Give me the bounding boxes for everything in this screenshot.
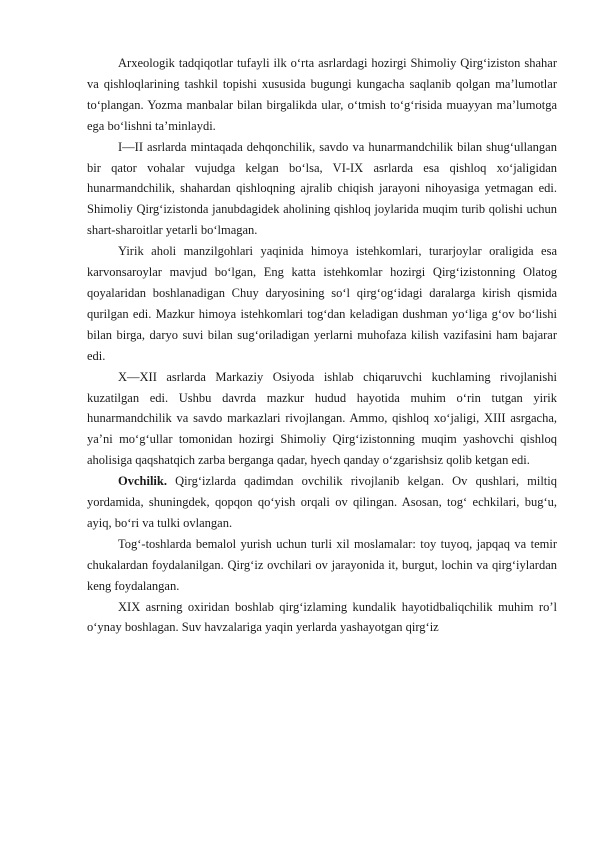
paragraph-archaeology: Arxeologik tadqiqotlar tufayli ilk o‘rta asrlardagi hozirgi Shimoliy Qirg‘iziston shahar va qishloqlarining tashkil topishi xususida bugungi kungacha saqlanib qolgan ma’lumotlar to‘plangan. Yozma manbalar bilan birgalikda ular, o‘tmish to‘g‘risida muayyan ma’lumotga ega bo‘lishni ta’minlaydi.	[87, 56, 557, 133]
paragraph-fortifications: Yirik aholi manzilgohlari yaqinida himoya istehkomlari, turarjoylar oraligida esa karvonsaroylar mavjud bo‘lgan, Eng katta istehkomlar hozirgi Qirg‘izistonning Olatog qoyalaridan boshlanadigan Chuy daryosining so‘l qirg‘og‘idagi daralarga kirish qismida qurilgan edi. Mazkur himoya istehkomlari tog‘dan keladigan dushman yo‘liga g‘ov bo‘lishi bilan birga, daryo suvi bilan sug‘oriladigan yerlarni muhofaza kilish vazifasini ham bajarar edi.	[87, 244, 557, 363]
paragraph-hunting	[87, 471, 557, 534]
paragraph-centuries-1-2: I—II asrlarda mintaqada dehqonchilik, savdo va hunarmandchilik bilan shug‘ullangan bir qator vohalar vujudga kelgan bo‘lsa, VI-IX asrlarda esa qishloq xo‘jaligidan hunarmandchilik, shahardan qishloqning ajralib chiqish jarayoni nihoyasiga yetmagan edi. Shimoliy Qirg‘izistonda janubdagidek aholining qishloq joylarida muqim turib qolishi uchun shart-sharoitlar yetarli bo‘lmagan.	[87, 139, 557, 238]
hunting-text: Qirg‘izlarda qadimdan ovchilik rivojlanib kelgan. Ov qushlari, miltiq yordamida, shuningdek, qopqon qo‘yish orqali ov qilingan. Asosan, tog‘ echkilari, bug‘u, ayiq, bo‘ri va tulki ovlangan.	[87, 474, 557, 530]
paragraph-centuries-10-12: X—XII asrlarda Markaziy Osiyoda ishlab chiqaruvchi kuchlaming rivojlanishi kuzatilgan edi. Ushbu davrda mazkur hudud hayotida muhim o‘rin tutgan yirik hunarmandchilik va savdo markazlari rivojlangan. Ammo, qishloq xo‘jaligi, XIII asrgacha, ya’ni mo‘g‘ullar tomonidan hozirgi Shimoliy Qirg‘izistonning muqim yashovchi qishloq aholisiga qaqshatqich zarba berganga qadar, hyech qanday o‘zgarishsiz qolib ketgan edi.	[87, 369, 557, 468]
paragraph-fishing: XIX asrning oxiridan boshlab qirg‘izlaming kundalik hayotidbaliqchilik muhim ro’l o‘ynay boshlagan. Suv havzalariga yaqin yerlarda yashayotgan qirg‘iz	[87, 599, 557, 635]
document-body	[87, 53, 557, 638]
hunting-heading: Ovchilik.	[118, 474, 167, 489]
paragraph-hunting-tools: Tog‘-toshlarda bemalol yurish uchun turli xil moslamalar: toy tuyoq, japqaq va temir chukalardan foydalanilgan. Qirg‘iz ovchilari ov jarayonida it, burgut, lochin va qirg‘iylardan keng foydalangan.	[87, 536, 557, 593]
